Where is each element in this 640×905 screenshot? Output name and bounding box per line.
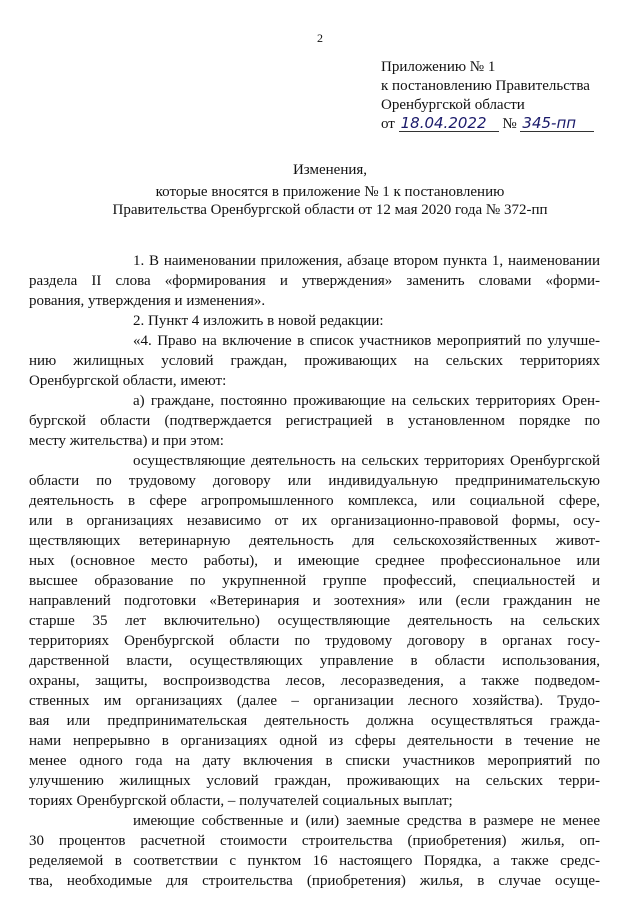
body-line: охраны, защиты, воспроизводства лесов, лесоразведения, а также подведом- <box>29 673 600 689</box>
body-line: месту жительства) и при этом: <box>29 433 224 449</box>
body-line: ственных им организациях (далее – организации лесного хозяйства). Трудо- <box>29 693 600 709</box>
document-subtitle: которые вносятся в приложение № 1 к постановлению <box>155 184 505 200</box>
body-line: «4. Право на включение в список участников мероприятий по улучше- <box>133 333 600 349</box>
body-line: дарственной власти, осуществляющих управление в области использования, <box>29 653 600 669</box>
body-line: Оренбургской области, имеют: <box>29 373 227 389</box>
handwritten-number: 345-пп <box>520 115 594 132</box>
body-line: высшее образование по укрупненной группе профессий, специальностей и <box>29 573 600 589</box>
body-line: ных (основное место работы), и имеющие среднее профессиональное или <box>29 553 600 569</box>
body-line: нами непрерывно в организациях одной из сферы деятельности в течение не <box>29 733 600 749</box>
body-line: рования, утверждения и изменения». <box>29 293 266 309</box>
body-line: области по трудовому договору или индивидуальную предпринимательскую <box>29 473 600 489</box>
handwritten-date: 18.04.2022 <box>399 115 499 132</box>
body-line: менее одного года на дату включения в списки участников мероприятий по <box>29 753 600 769</box>
body-line: деятельность в сфере агропромышленного комплекса, или социальной сфере, <box>29 493 600 509</box>
body-line: ществляющих ветеринарную деятельность для сельскохозяйственных живот- <box>29 533 600 549</box>
body-line: осуществляющие деятельность на сельских территориях Оренбургской <box>133 453 600 469</box>
body-line: старше 35 лет включительно) осуществляющие деятельность на сельских <box>29 613 600 629</box>
appendix-line: Приложению № 1 <box>381 59 496 75</box>
body-line: нию жилищных условий граждан, проживающих на сельских территориях <box>29 353 600 369</box>
body-line: ториях Оренбургской области, – получателей социальных выплат; <box>29 793 453 809</box>
page-number: 2 <box>317 31 323 45</box>
body-line: а) граждане, постоянно проживающие на сельских территориях Орен- <box>133 393 600 409</box>
number-sign: № <box>502 116 517 132</box>
body-line: направлений подготовки «Ветеринария и зоотехния» или (если гражданин не <box>29 593 600 609</box>
body-line: 2. Пункт 4 изложить в новой редакции: <box>133 313 384 329</box>
date-prefix: от <box>381 116 395 132</box>
body-line: или в организациях независимо от их организационно-правовой формы, осу- <box>29 513 600 529</box>
appendix-line: к постановлению Правительства <box>381 78 590 94</box>
body-line: раздела II слова «формирования и утверждения» заменить словами «форми- <box>29 273 600 289</box>
body-line: вая или предпринимательская деятельность должна осуществляться гражда- <box>29 713 600 729</box>
appendix-line: Оренбургской области <box>381 97 525 113</box>
body-line: тва, необходимые для строительства (приобретения) жилья, в случае осуще- <box>29 873 600 889</box>
document-subtitle: Правительства Оренбургской области от 12 мая 2020 года № 372-пп <box>112 202 548 218</box>
body-line: ределяемой в соответствии с пунктом 16 настоящего Порядка, а также средс- <box>29 853 600 869</box>
body-line: территориях Оренбургской области по трудовому договору в органах госу- <box>29 633 600 649</box>
body-line: улучшению жилищных условий граждан, проживающих на сельских терри- <box>29 773 600 789</box>
body-line: 30 процентов расчетной стоимости строительства (приобретения) жилья, оп- <box>29 833 600 849</box>
body-line: бургской области (подтверждается регистрацией в установленном порядке по <box>29 413 600 429</box>
body-line: имеющие собственные и (или) заемные средства в размере не менее <box>133 813 600 829</box>
document-title: Изменения, <box>292 162 368 178</box>
body-line: 1. В наименовании приложения, абзаце втором пункта 1, наименовании <box>133 253 600 269</box>
